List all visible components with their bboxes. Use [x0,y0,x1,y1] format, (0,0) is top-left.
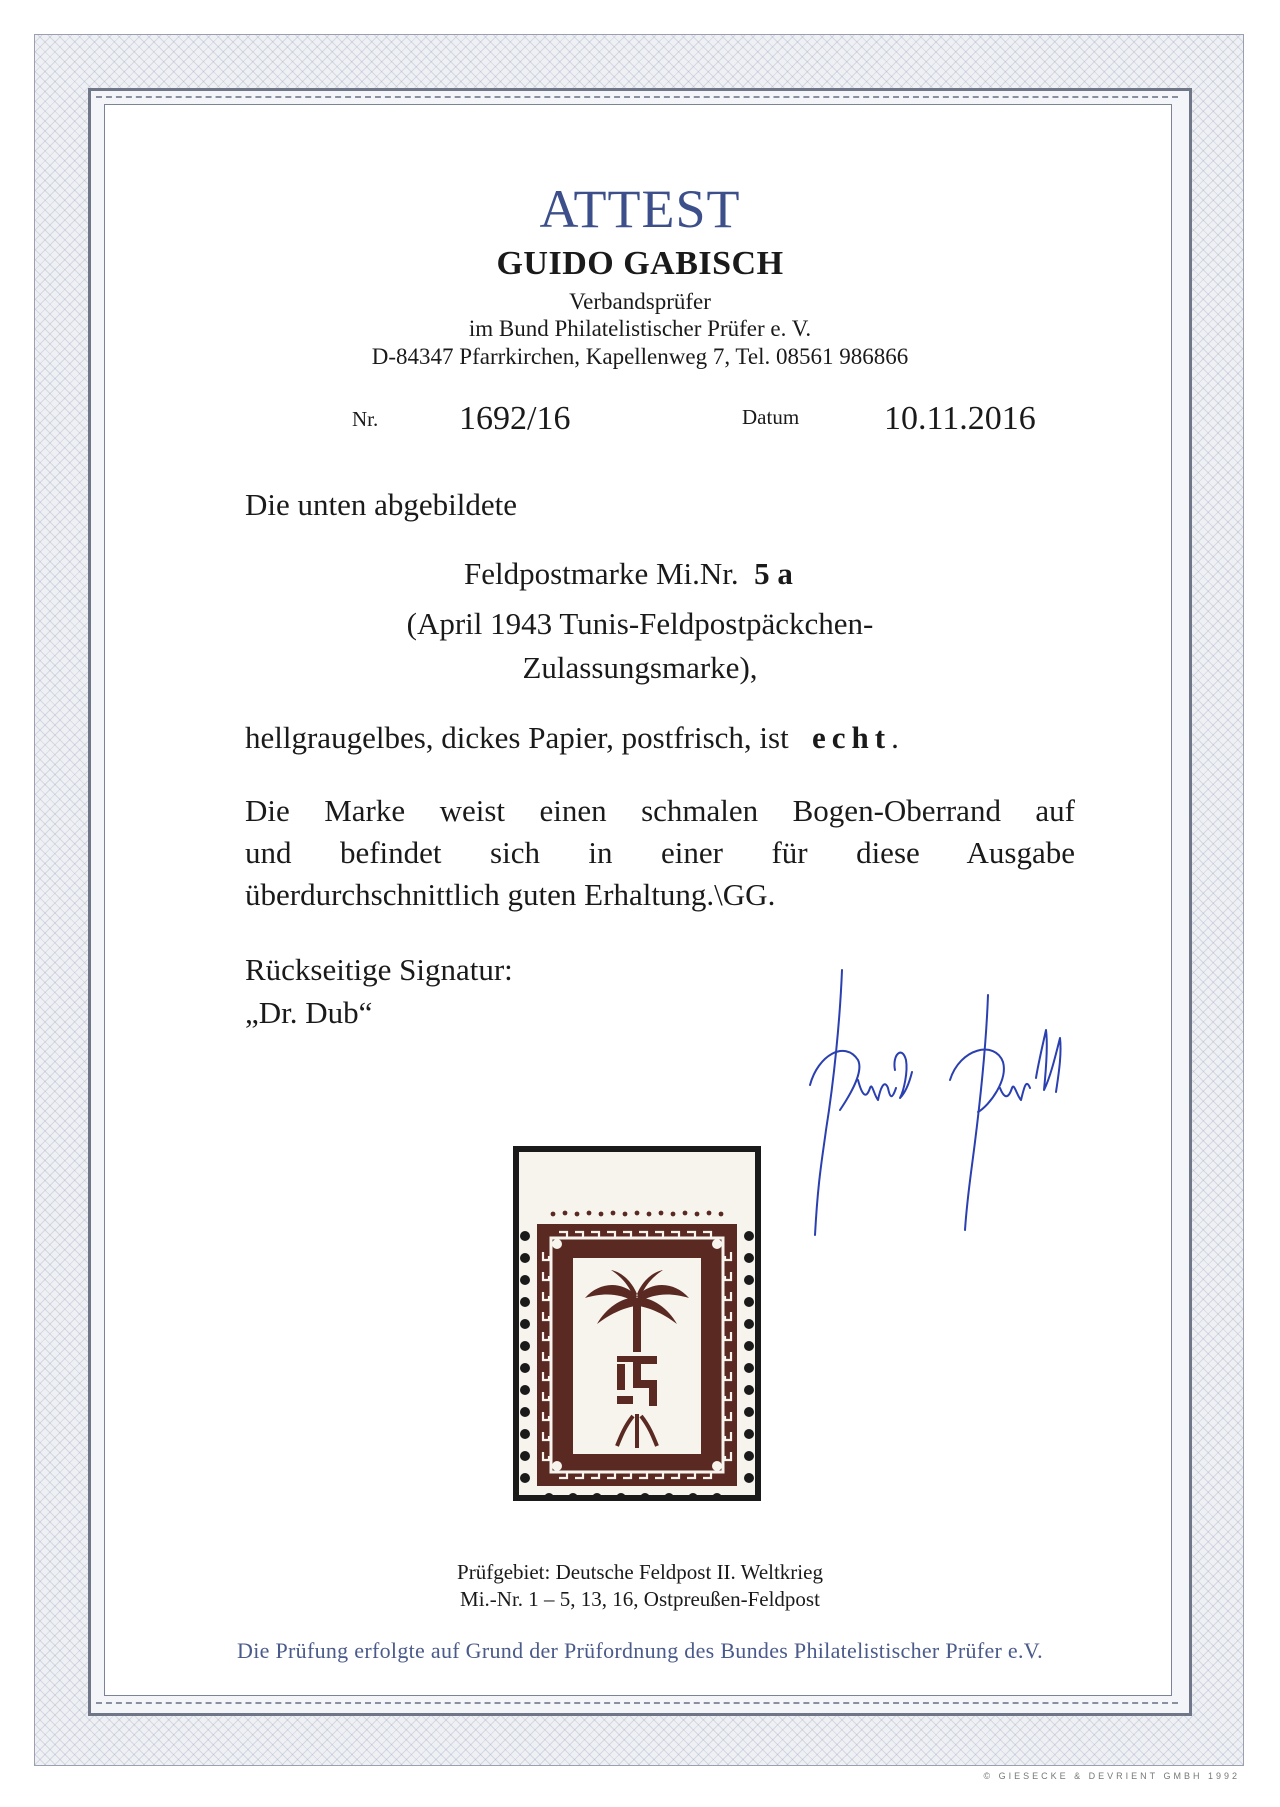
back-signature-label: Rückseitige Signatur: [245,952,513,987]
footer-numbers: Mi.-Nr. 1 – 5, 13, 16, Ostpreußen-Feldpost [460,1587,820,1611]
catalog-prefix: Feldpostmarke Mi.Nr. [464,556,739,591]
issue-line-2: Zulassungsmarke), [522,650,758,685]
description-line-2: und befindet sich in einer für diese Ausgabe [245,835,1075,870]
certificate-title: ATTEST [539,179,741,239]
verdict-prefix: hellgraugelbes, dickes Papier, postfrisch, ist [245,720,789,755]
catalog-line [464,556,793,592]
description-line-3: überdurchschnittlich guten Erhaltung.\GG. [245,877,776,912]
examiner-association: im Bund Philatelistischer Prüfer e. V. [468,316,812,341]
description-line-1: Die Marke weist einen schmalen Bogen-Oberrand auf [245,793,1075,828]
examiner-role: Verbandsprüfer [569,289,711,314]
date-label: Datum [742,405,800,429]
footer-note: Die Prüfung erfolgte auf Grund der Prüfordnung des Bundes Philatelistischer Prüfer e.V. [237,1638,1043,1663]
verdict-line [245,720,899,756]
catalog-number: 5 a [754,556,793,591]
footer-area: Prüfgebiet: Deutsche Feldpost II. Weltkrieg [457,1560,823,1584]
bottom-dashed-line [96,1702,1178,1704]
back-signature-value: „Dr. Dub“ [245,995,373,1030]
nr-value: 1692/16 [459,400,571,437]
examiner-address: D-84347 Pfarrkirchen, Kapellenweg 7, Tel. 08561 986866 [371,344,909,369]
issue-line: (April 1943 Tunis-Feldpostpäckchen- [406,606,874,641]
date-value: 10.11.2016 [884,400,1036,437]
examiner-name: GUIDO GABISCH [496,245,784,282]
stamp-image [513,1146,761,1501]
intro-line: Die unten abgebildete [245,487,518,522]
top-dashed-line [96,96,1178,98]
handwritten-signature [800,960,1110,1240]
palm-tree-stamp-image [513,1146,761,1501]
printer-imprint: © GIESECKE & DEVRIENT GMBH 1992 [983,1771,1240,1781]
nr-label: Nr. [352,407,379,431]
verdict-end: . [891,720,899,755]
verdict-word: echt [811,720,892,755]
